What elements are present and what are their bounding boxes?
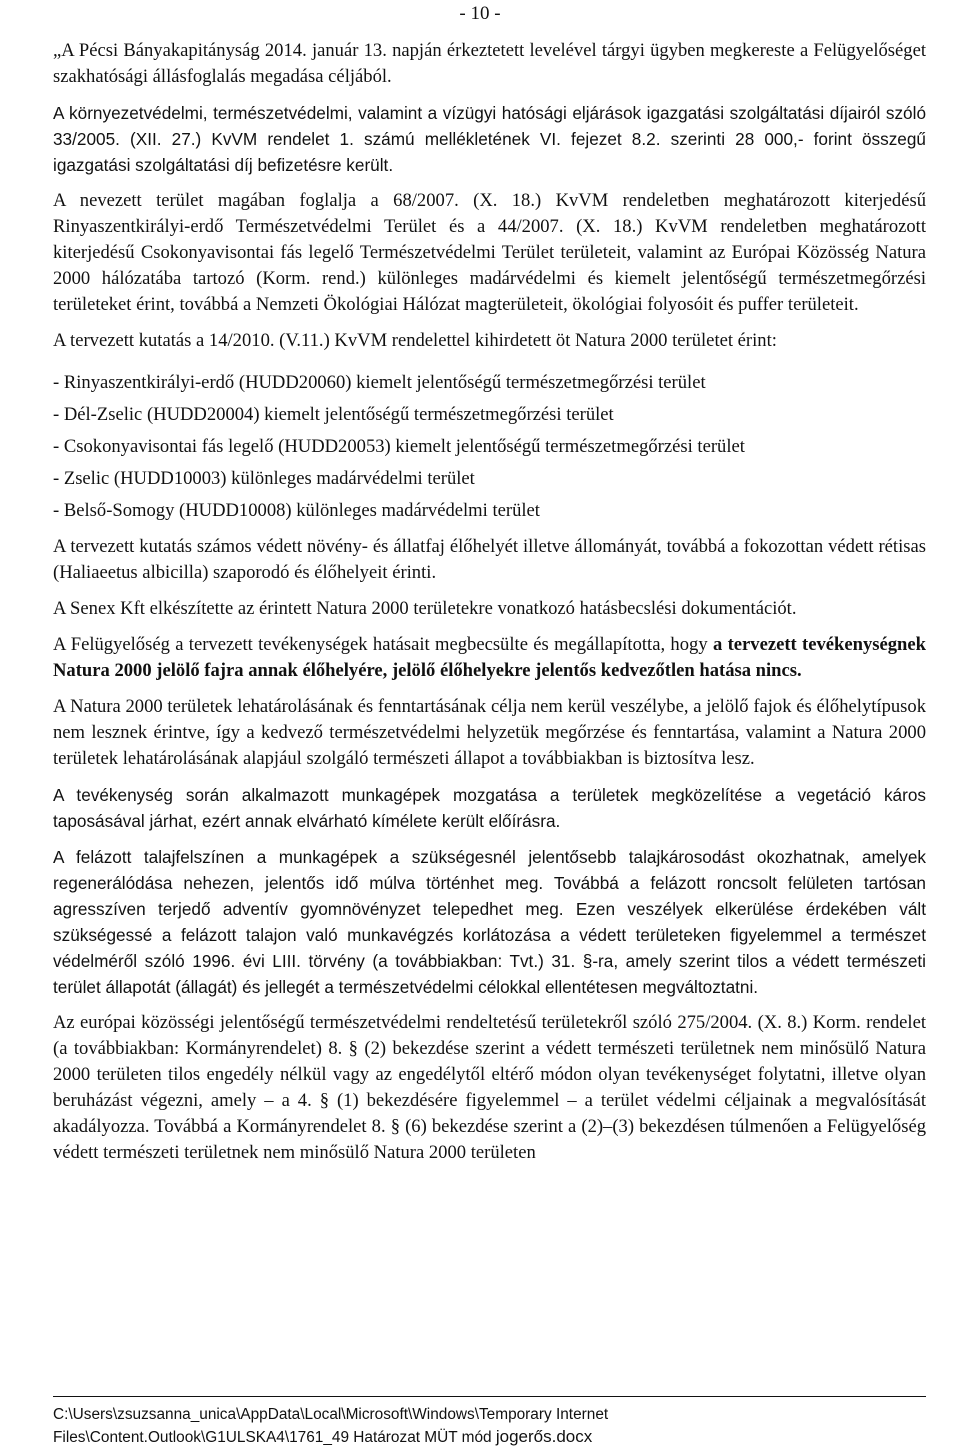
paragraph-regulation: Az európai közösségi jelentőségű természetvédelmi rendeltetésű területekről szóló 275/2004. (X. 8.) Korm. rendelet (a továbbiakban: Kormányrendelet) 8. § (2) bekezdése szerint a védett természeti területnek nem minősülő Natura 2000 területen tilos engedély nélkül vagy az engedélytől eltérő módon olyan tevékenységet folytatni, illetve olyan beruházást végezni, amely – a 4. § (1) bekezdésére figyelemmel – a terület védelmi céljainak a megvalósítását akadályozza. Továbbá a Kormányrendelet 8. § (6) bekezdése szerint a (2)–(3) bekezdésen túlmenően a Felügyelőség védett természeti területnek nem minősülő Natura 2000 területen	[53, 1012, 926, 1163]
page-number: - 10 -	[459, 3, 501, 24]
conclusion-bold-text: a tervezett tevékenységnek Natura 2000 jelölő fajra annak élőhelyére, jelölő élőhelyekre jelentős kedvezőtlen hatása nincs.	[53, 634, 926, 681]
paragraph-protected-species: A tervezett kutatás számos védett növény- és állatfaj élőhelyét illetve állományát, továbbá a fokozottan védett rétisas (Haliaeetus albicilla) szaporodó és élőhelyeit érinti.	[53, 536, 926, 583]
list-item: - Zselic (HUDD10003) különleges madárvédelmi terület	[53, 468, 475, 489]
paragraph-area: A nevezett terület magában foglalja a 68/2007. (X. 18.) KvVM rendeletben meghatározott kiterjedésű Rinyaszentkirályi-erdő Természetvédelmi Terület és a 44/2007. (X. 18.) KvVM rendeletben meghatározott kiterjedésű Csokonyavisontai fás legelő Természetvédelmi Terület területeit, valamint az Európai Közösség Natura 2000 hálózatába tartozó (Korm. rend.) különleges madárvédelmi és kiemelt jelentőségű természetmegőrzési területeket érint, továbbá a Nemzeti Ökológiai Hálózat magterületeit, ökológiai folyosóit és puffer területeit.	[53, 190, 926, 315]
paragraph-soil: A felázott talajfelszínen a munkagépek a szükségesnél jelentősebb talajkárosodást okozhatnak, amelyek regenerálódása nehezen, jelentős idő múlva történhet meg. Továbbá a felázott roncsolt felületen tartósan agresszíven terjedő adventív gyomnövényzet telepedhet meg. Ezen veszélyek elkerülése érdekében vált szükségessé a felázott talajon való munkavégzés korlátozása a védett területeken figyelemmel a természet védelméről szóló 1996. évi LIII. törvény (a továbbiakban: Tvt.) 31. §-ra, amely szerint tilos a védett természeti terület állapotát (állagát) és jellegét a természetvédelmi célokkal ellentétesen megváltoztatni.	[53, 847, 926, 997]
paragraph-vegetation: A tevékenység során alkalmazott munkagépek mozgatása a területek megközelítése a vegetáció káros taposásával járhat, ezért annak elvárható kímélete került előírásra.	[53, 785, 926, 831]
paragraph-natura-goals: A Natura 2000 területek lehatárolásának és fenntartásának célja nem kerül veszélybe, a jelölő fajok és élőhelytípusok nem lesznek érintve, így a kedvező természetvédelmi helyzetük megőrzése és fenntartása, valamint a Natura 2000 területek lehatárolásának alapjául szolgáló természeti állapot a továbbiakban is biztosítva lesz.	[53, 696, 926, 769]
paragraph-fee: A környezetvédelmi, természetvédelmi, valamint a vízügyi hatósági eljárások igazgatási szolgáltatási díjairól szóló 33/2005. (XII. 27.) KvVM rendelet 1. számú mellékletének VI. fejezet 8.2. szerinti 28 000,- forint összegű igazgatási szolgáltatási díj befizetésre került.	[53, 103, 926, 175]
footer-path-line-2	[53, 1426, 926, 1449]
footer-path-prefix: Files\Content.Outlook\G1ULSKA4\1761_49 Határozat MÜT mód	[53, 1429, 496, 1446]
footer-divider	[53, 1396, 926, 1397]
conclusion-normal-text: A Felügyelőség a tervezett tevékenységek hatásait megbecsülte és megállapította, hogy	[53, 634, 713, 655]
document-body	[53, 38, 926, 1176]
footer-file-path	[53, 1404, 926, 1449]
paragraph-conclusion	[53, 632, 926, 684]
natura-site-list	[53, 370, 926, 524]
list-item: - Csokonyavisontai fás legelő (HUDD20053) kiemelt jelentőségű természetmegőrzési terület	[53, 436, 745, 457]
list-item: - Rinyaszentkirályi-erdő (HUDD20060) kiemelt jelentőségű természetmegőrzési terület	[53, 372, 706, 393]
paragraph-natura-intro: A tervezett kutatás a 14/2010. (V.11.) KvVM rendelettel kihirdetett öt Natura 2000 területet érint:	[53, 330, 777, 351]
list-item: - Belső-Somogy (HUDD10008) különleges madárvédelmi terület	[53, 500, 540, 521]
footer-path-suffix: jogerős.docx	[495, 1427, 593, 1446]
list-item: - Dél-Zselic (HUDD20004) kiemelt jelentőségű természetmegőrzési terület	[53, 404, 614, 425]
paragraph-impact-assessment: A Senex Kft elkészítette az érintett Natura 2000 területekre vonatkozó hatásbecslési dokumentációt.	[53, 598, 797, 619]
paragraph-request: „A Pécsi Bányakapitányság 2014. január 13. napján érkeztetett levelével tárgyi ügyben megkereste a Felügyelőséget szakhatósági állásfoglalás megadása céljából.	[53, 40, 926, 87]
footer-path-line-1: C:\Users\zsuzsanna_unica\AppData\Local\Microsoft\Windows\Temporary Internet	[53, 1406, 609, 1423]
